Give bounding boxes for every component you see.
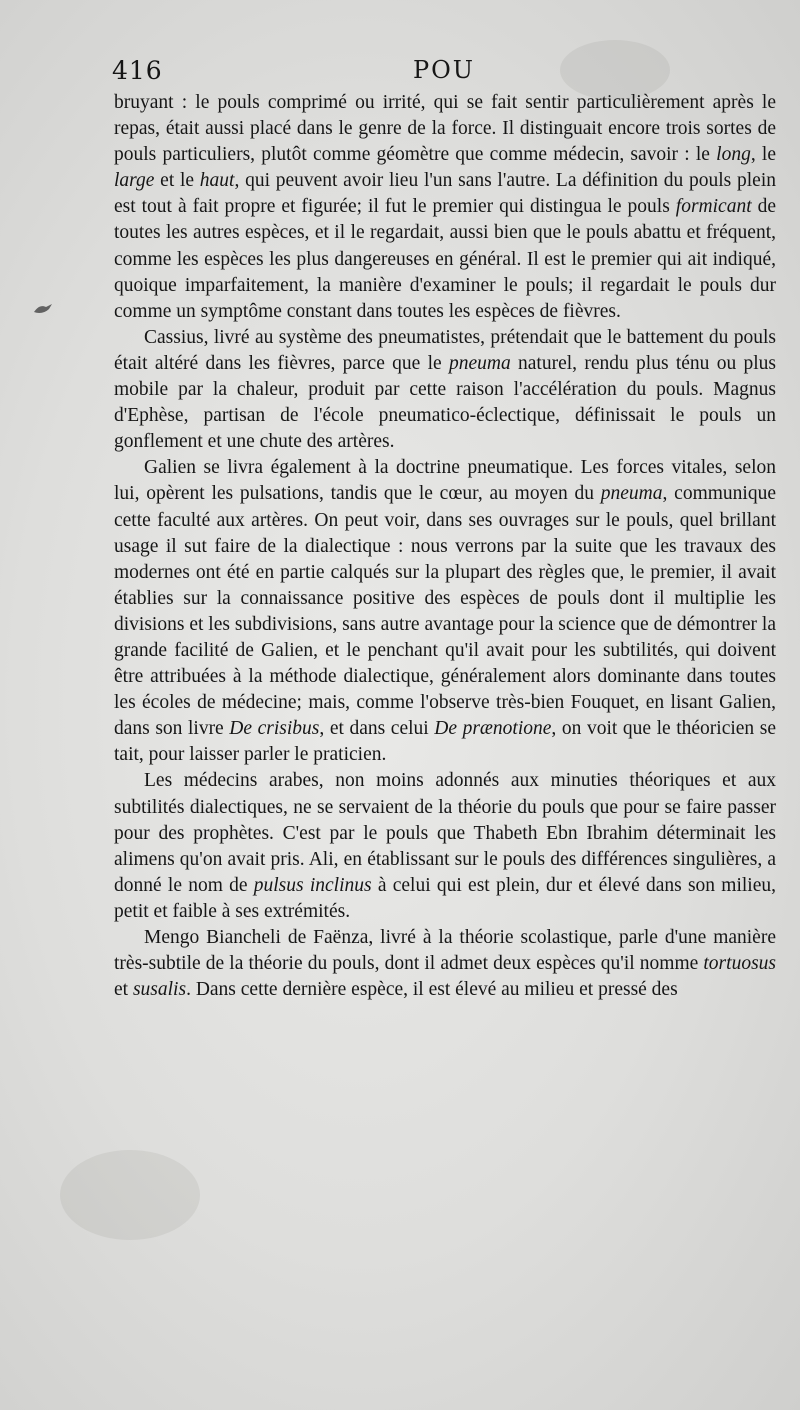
text-segment: , on voit que le théoricien se tait, pour laisser parler le praticien. xyxy=(114,718,777,766)
text-segment: de toutes les autres espèces, et il le regardait, aussi bien que le pouls abattu et fréquent, comme les espèces les plus dangereuses en général. Il est le premier qui ait indiqué, quoique imparfaitement, la manière d'examiner le pouls; il regardait le pouls dur comme un symptôme constant dans toutes les espèces de fièvres. xyxy=(114,196,777,322)
text-segment: , et dans celui xyxy=(319,718,435,740)
paragraph-p5 xyxy=(114,925,776,1003)
text-segment: naturel, rendu plus ténu ou plus mobile par la chaleur, produit par cette raison l'accélération du pouls. Magnus d'Ephèse, partisan de l'école pneumatico-éclectique, définissait le pouls un gonflement et une chute des artères. xyxy=(114,352,776,453)
text-segment: , le xyxy=(750,144,776,166)
paragraph-p2 xyxy=(114,325,776,455)
text-segment: Mengo Biancheli de Faënza, livré à la théorie scolastique, parle d'une manière très-subtile de la théorie du pouls, dont il admet deux espèces qu'il nomme xyxy=(114,927,776,975)
text-segment: , qui peuvent avoir lieu l'un sans l'autre. La définition du pouls plein est tout à fait propre et figurée; il fut le premier qui distingua le pouls xyxy=(114,170,776,218)
text-segment: et xyxy=(114,979,133,1001)
text-segment: à celui qui est plein, dur et élevé dans son milieu, petit et faible à ses extrémités. xyxy=(114,874,776,922)
text-segment: Les médecins arabes, non moins adonnés aux minuties théoriques et aux subtilités dialectiques, ne se servaient de la théorie du pouls que pour se faire passer pour des prophètes. C'est par le pouls que Thabeth Ebn Ibrahim déterminait les alimens qu'on avait pris. Ali, en établissant sur le pouls des différences singulières, a donné le nom de xyxy=(114,770,776,896)
italic-term: tortuosus xyxy=(703,953,776,975)
italic-term: De crisibus xyxy=(229,718,320,740)
paragraph-p1 xyxy=(114,90,776,325)
page-header xyxy=(112,56,776,92)
text-segment: bruyant : le pouls comprimé ou irrité, qui se fait sentir particulièrement après le repas, était aussi placé dans le genre de la force. Il distinguait encore trois sortes de pouls particuliers, plutôt comme géomètre que comme médecin, savoir : le xyxy=(114,92,776,166)
italic-term: haut xyxy=(199,170,235,192)
text-segment: , communique cette faculté aux artères. On peut voir, dans ses ouvrages sur le pouls, quel brillant usage il sut faire de la dialectique : nous verrons par la suite que les travaux des modernes ont été en partie calqués sur la plupart des règles que, le premier, il avait établies sur la connaissance positive des espèces de pouls dont il multiplie les divisions et les subdivisions, sans autre avantage pour la science que de démontrer la grande facilité de Galien, et le penchant qu'il avait pour les subtilités, qui doivent être attribuées à la méthode dialectique, généralement alors dominante dans toutes les écoles de médecine; mais, comme l'observe très-bien Fouquet, en lisant Galien, dans son livre xyxy=(114,483,776,740)
paper-stain xyxy=(60,1150,200,1240)
text-segment: . Dans cette dernière espèce, il est élevé au milieu et pressé des xyxy=(186,979,678,1001)
italic-term: large xyxy=(114,170,155,192)
page-number: 416 xyxy=(112,56,163,85)
italic-term: susalis xyxy=(132,979,187,1001)
italic-term: pneuma xyxy=(448,352,511,374)
italic-term: De prænotione xyxy=(434,718,552,740)
body-text xyxy=(114,90,776,1003)
text-segment: et le xyxy=(154,170,200,192)
running-head: POU xyxy=(412,56,476,84)
paragraph-p3 xyxy=(114,455,776,768)
italic-term: pneuma xyxy=(600,483,663,505)
text-segment: Galien se livra également à la doctrine pneumatique. Les forces vitales, selon lui, opèrent les pulsations, tandis que le cœur, au moyen du xyxy=(114,457,776,505)
italic-term: long xyxy=(716,144,751,166)
paragraph-p4 xyxy=(114,768,776,925)
margin-ink-mark-icon xyxy=(32,302,54,316)
italic-term: pulsus inclinus xyxy=(253,874,372,896)
text-segment: Cassius, livré au système des pneumatistes, prétendait que le battement du pouls était altéré dans les fièvres, parce que le xyxy=(114,326,776,374)
italic-term: formicant xyxy=(675,196,752,218)
